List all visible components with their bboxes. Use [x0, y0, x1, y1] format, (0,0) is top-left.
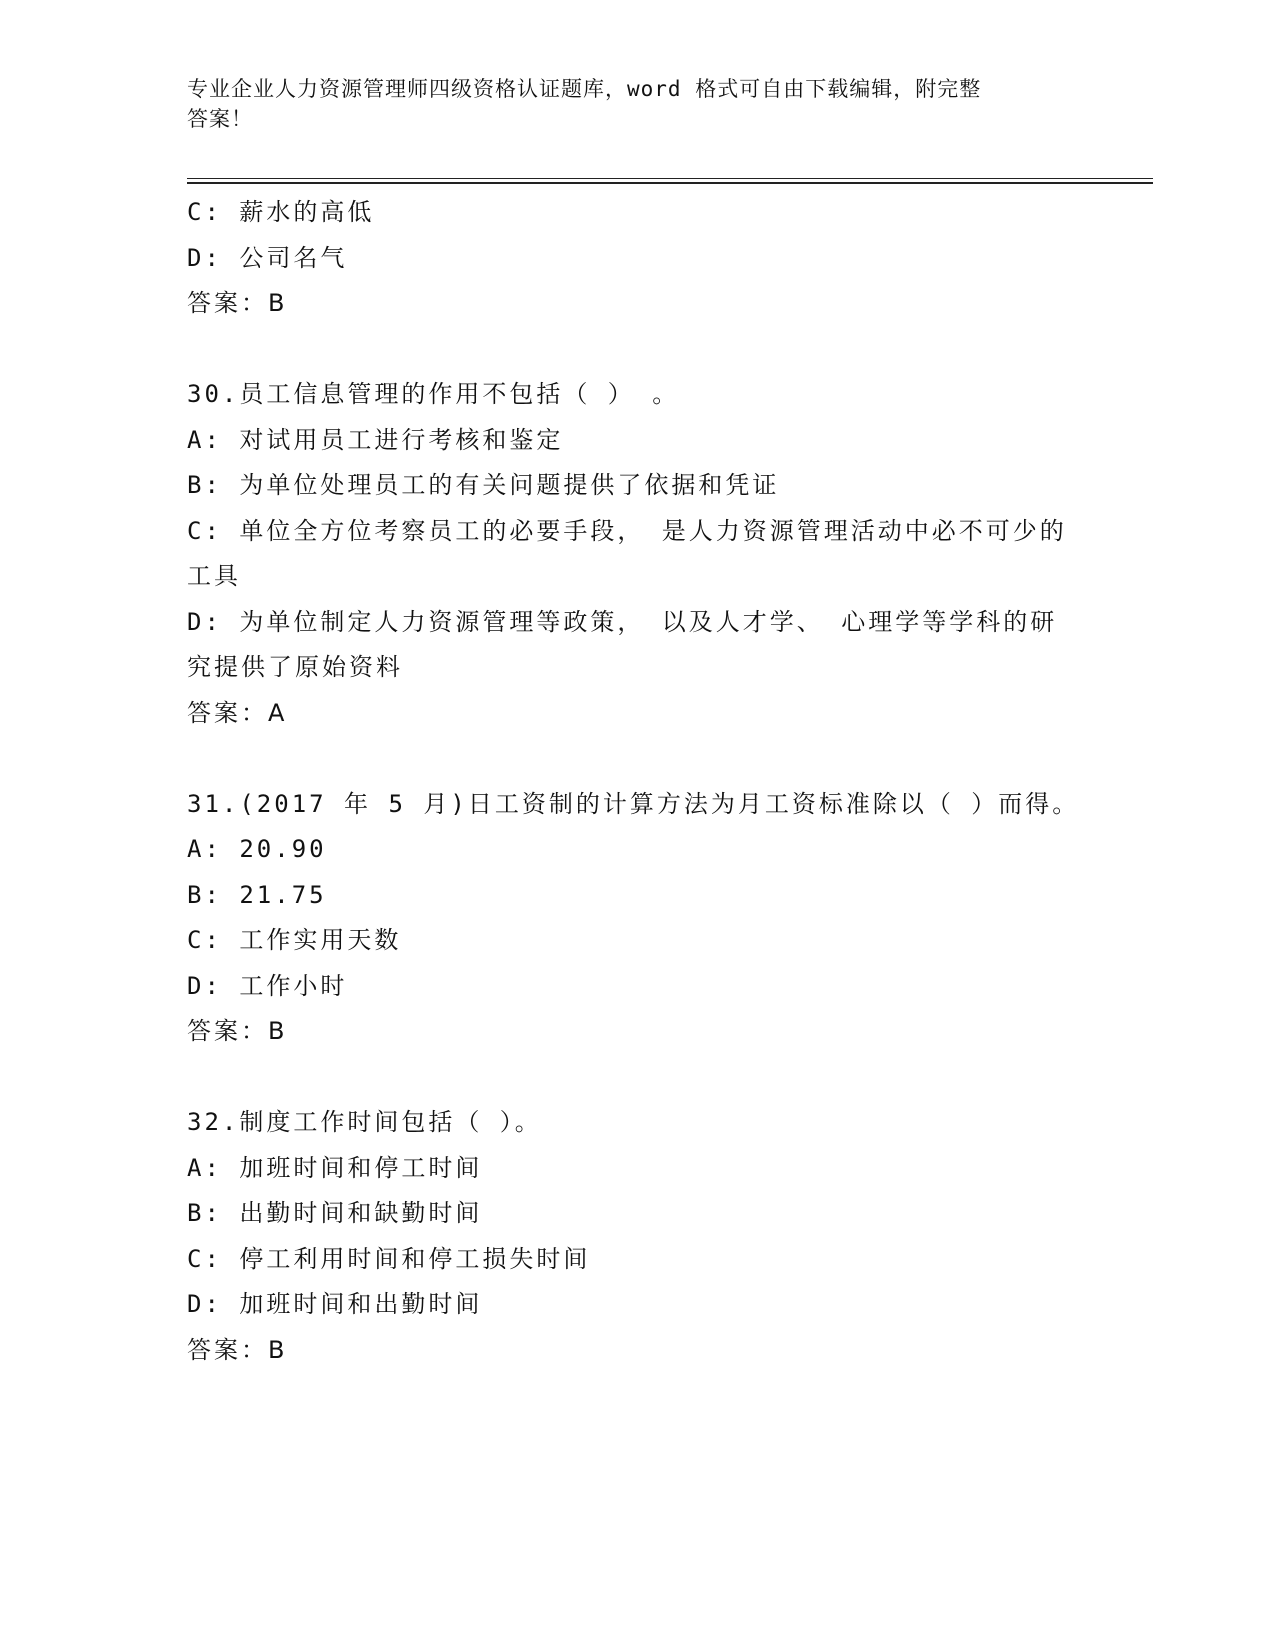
option-b: B: 为单位处理员工的有关问题提供了依据和凭证 [187, 471, 780, 499]
option-d: D: 工作小时 [187, 971, 348, 1000]
spacer [187, 327, 1087, 373]
header-line-2: 答案！ [187, 107, 253, 131]
header-divider-thin [187, 178, 1153, 179]
option-d: D: 为单位制定人力资源管理等政策， 以及人才学、 心理学等学科的研究提供了原始资料 [187, 607, 1058, 681]
option-b: B: 出勤时间和缺勤时间 [187, 1199, 483, 1227]
question-32 [187, 1100, 1087, 1373]
option-c: C: 单位全方位考察员工的必要手段， 是人力资源管理活动中必不可少的工具 [187, 516, 1067, 590]
answer-line: 答案：B [187, 289, 288, 317]
question-stem: 30.员工信息管理的作用不包括（ ） 。 [187, 380, 680, 408]
question-stem: 31.(2017 年 5 月)日工资制的计算方法为月工资标准除以（ ）而得。 [187, 789, 1080, 818]
option-d: D: 加班时间和出勤时间 [187, 1290, 483, 1318]
question-stem: 32.制度工作时间包括（ ）。 [187, 1108, 542, 1136]
spacer [187, 736, 1087, 782]
option-c: C: 停工利用时间和停工损失时间 [187, 1244, 591, 1273]
option-a: A: 20.90 [187, 835, 327, 863]
option-c: C: 薪水的高低 [187, 198, 375, 226]
header-line-1: 专业企业人力资源管理师四级资格认证题库，word 格式可自由下载编辑，附完整 [187, 77, 982, 101]
question-30 [187, 372, 1087, 736]
question-31 [187, 782, 1087, 1055]
spacer [187, 1055, 1087, 1101]
answer-line: 答案：B [187, 1335, 288, 1364]
header-divider-thick [187, 182, 1153, 184]
answer-line: 答案：A [187, 698, 288, 727]
option-a: A: 对试用员工进行考核和鉴定 [187, 425, 564, 454]
question-29-continued [187, 190, 1087, 327]
option-c: C: 工作实用天数 [187, 926, 402, 954]
question-list [187, 190, 1087, 1373]
document-header [187, 74, 1067, 134]
option-d: D: 公司名气 [187, 243, 348, 272]
answer-line: 答案：B [187, 1017, 288, 1045]
option-b: B: 21.75 [187, 880, 327, 909]
option-a: A: 加班时间和停工时间 [187, 1153, 483, 1182]
